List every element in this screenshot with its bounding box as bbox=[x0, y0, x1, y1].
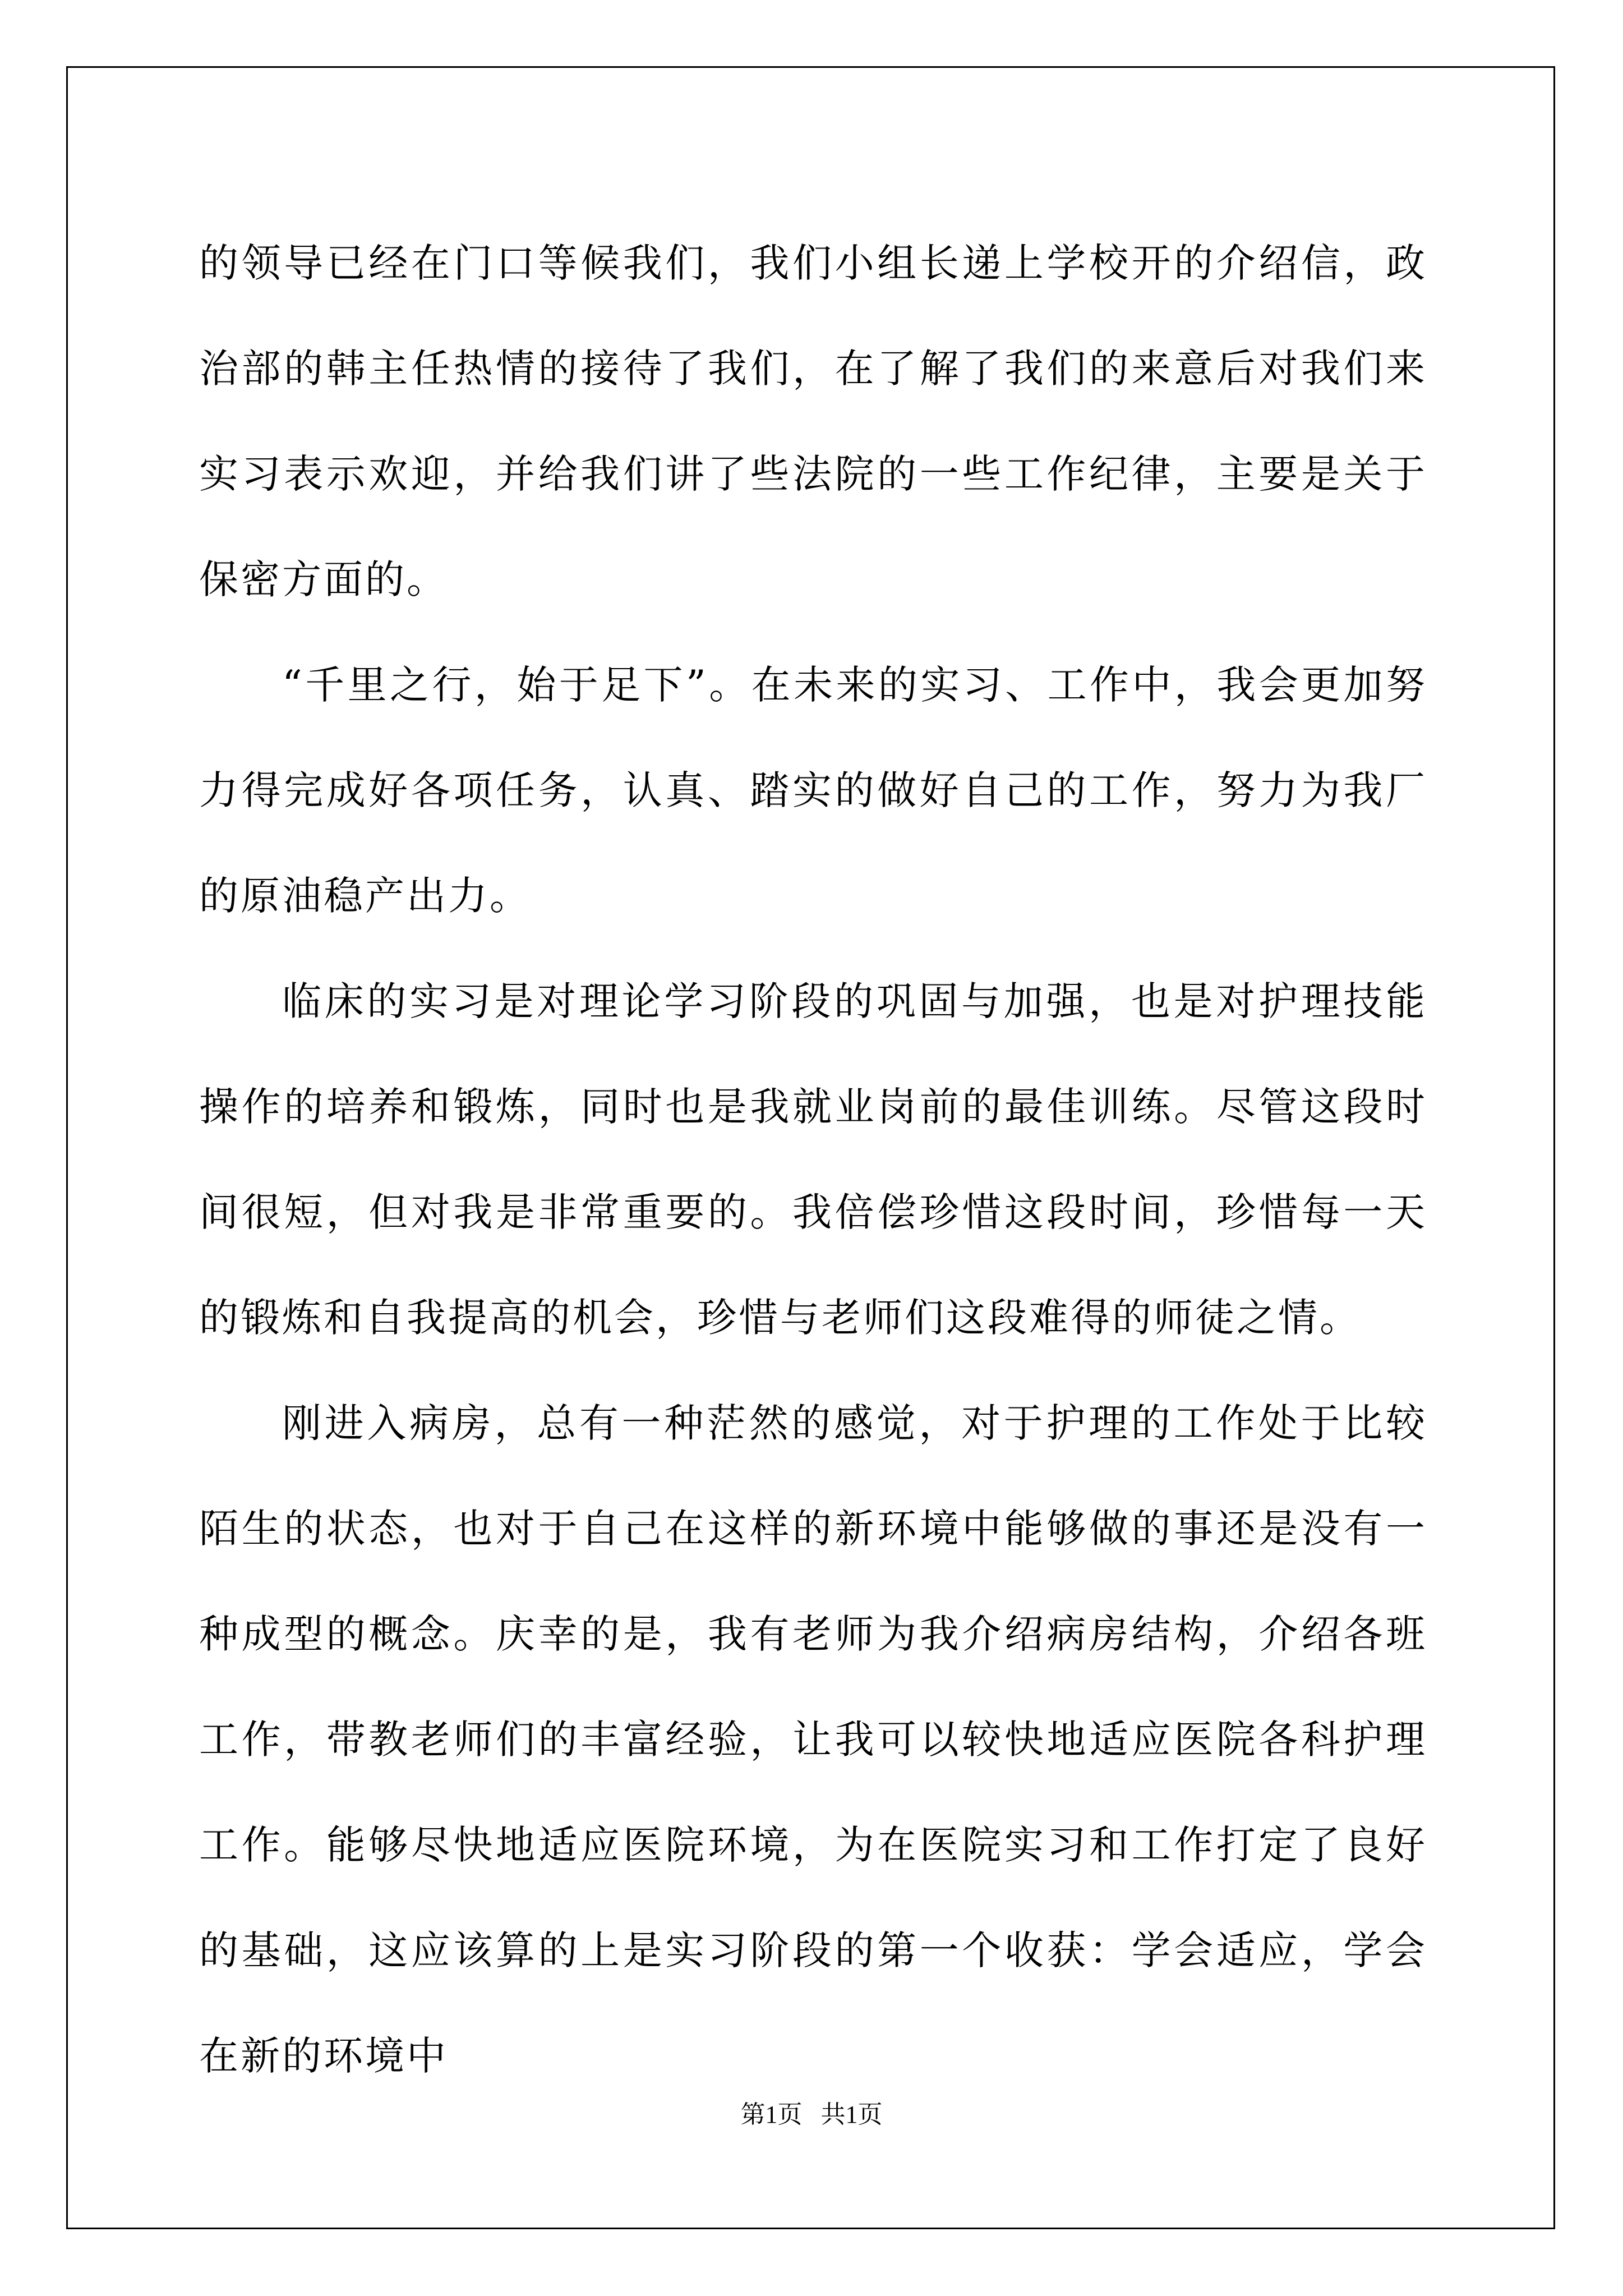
paragraph-2: “千里之行，始于足下”。在未来的实习、工作中，我会更加努力得完成好各项任务，认真、踏实的做好自己的工作，努力为我厂的原油稳产出力。 bbox=[199, 662, 1427, 919]
paragraph-1: 的领导已经在门口等候我们，我们小组长递上学校开的介绍信，政治部的韩主任热情的接待了我们，在了解了我们的来意后对我们来实习表示欢迎，并给我们讲了些法院的一些工作纪律，主要是关于保密方面的。 bbox=[199, 240, 1427, 602]
paragraph-4: 刚进入病房，总有一种茫然的感觉，对于护理的工作处于比较陌生的状态，也对于自己在这样的新环境中能够做的事还是没有一种成型的概念。庆幸的是，我有老师为我介绍病房结构，介绍各班工作，带教老师们的丰富经验，让我可以较快地适应医院各科护理工作。能够尽快地适应医院环境，为在医院实习和工作打定了良好的基础，这应该算的上是实习阶段的第一个收获：学会适应，学会在新的环境中 bbox=[199, 1400, 1427, 2079]
page-number-footer: 第1页 共1页 bbox=[740, 2101, 883, 2128]
document-body bbox=[199, 210, 1427, 2109]
paragraph-3: 临床的实习是对理论学习阶段的巩固与加强，也是对护理技能操作的培养和锻炼，同时也是我就业岗前的最佳训练。尽管这段时间很短，但对我是非常重要的。我倍偿珍惜这段时间，珍惜每一天的锻炼和自我提高的机会，珍惜与老师们这段难得的师徒之情。 bbox=[199, 978, 1427, 1341]
